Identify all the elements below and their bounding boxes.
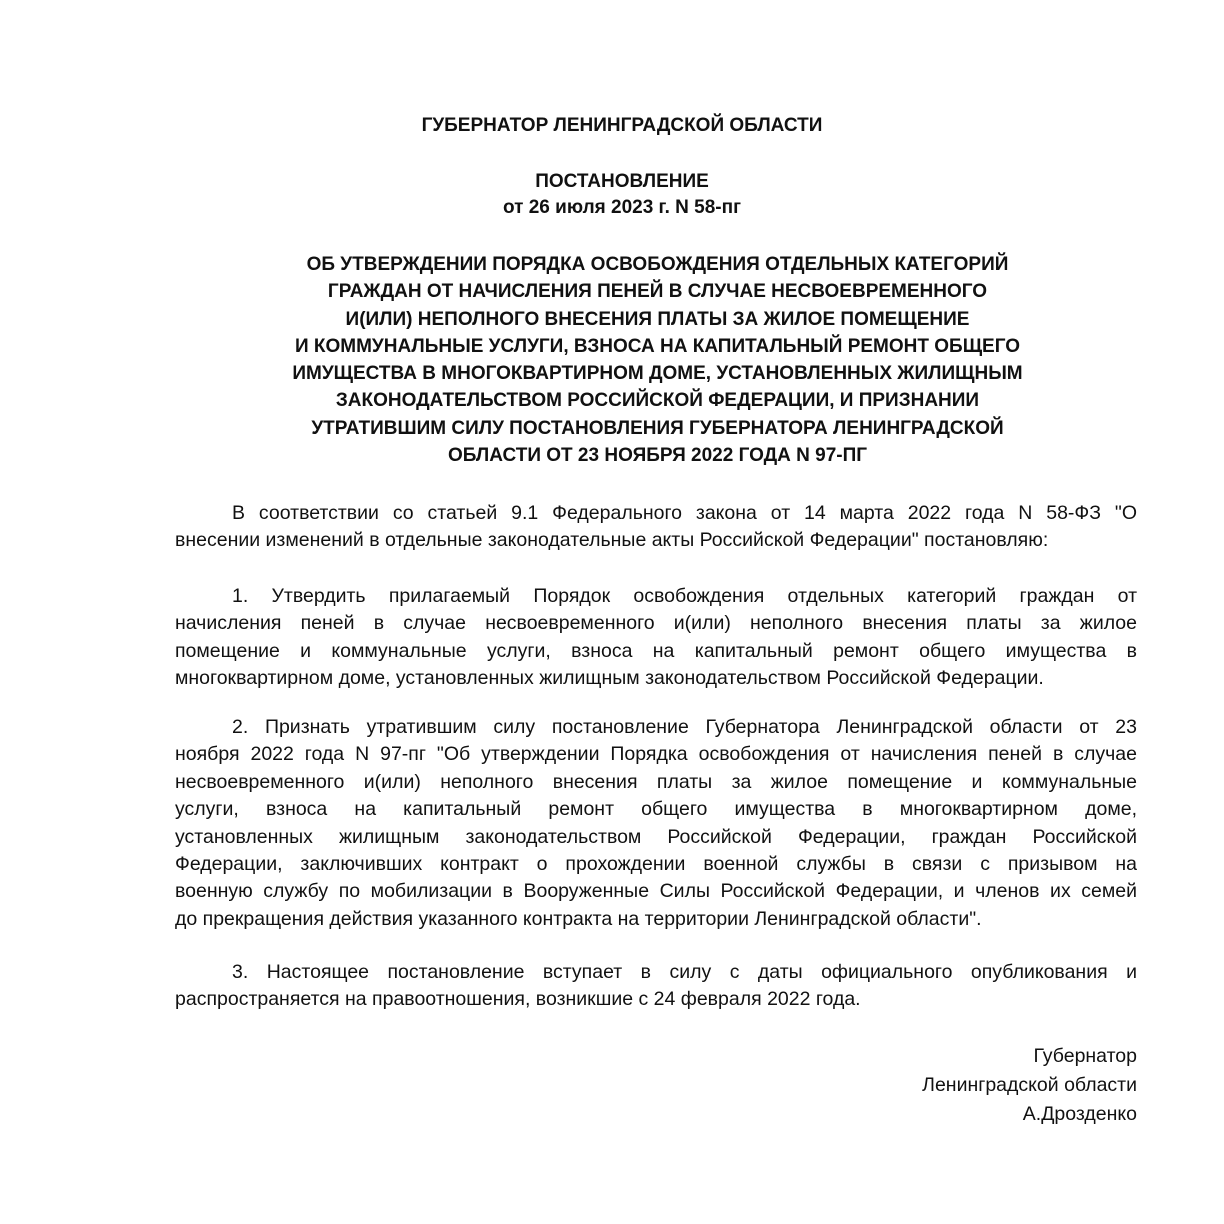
text-line: военную службу по мобилизации в Вооруженные Силы Российской Федерации, и членов их семей (175, 880, 1137, 903)
text-line: Федерации, заключивших контракт о прохождении военной службы в связи с призывом на (175, 853, 1137, 876)
title-line: ИМУЩЕСТВА В МНОГОКВАРТИРНОМ ДОМЕ, УСТАНОВЛЕННЫХ ЖИЛИЩНЫМ (292, 363, 1023, 385)
signature-block (922, 1042, 1137, 1129)
title-line: И(ИЛИ) НЕПОЛНОГО ВНЕСЕНИЯ ПЛАТЫ ЗА ЖИЛОЕ ПОМЕЩЕНИЕ (345, 308, 970, 330)
title-line: ОБ УТВЕРЖДЕНИИ ПОРЯДКА ОСВОБОЖДЕНИЯ ОТДЕЛЬНЫХ КАТЕГОРИЙ (306, 254, 1009, 275)
title-line: ГРАЖДАН ОТ НАЧИСЛЕНИЯ ПЕНЕЙ В СЛУЧАЕ НЕСВОЕВРЕМЕННОГО (327, 281, 988, 303)
clause-1-paragraph (175, 583, 1137, 693)
title-line: ЗАКОНОДАТЕЛЬСТВОМ РОССИЙСКОЙ ФЕДЕРАЦИИ, И ПРИЗНАНИИ (335, 390, 980, 412)
signatory-name: А.Дрозденко (1022, 1103, 1137, 1125)
issuing-authority: ГУБЕРНАТОР ЛЕНИНГРАДСКОЙ ОБЛАСТИ (421, 115, 823, 136)
document-date-number: от 26 июля 2023 г. N 58-пг (503, 197, 741, 218)
clause-3-paragraph (175, 959, 1137, 1014)
text-line: до прекращения действия указанного контракта на территории Ленинградской области". (175, 907, 982, 930)
title-line: УТРАТИВШИМ СИЛУ ПОСТАНОВЛЕНИЯ ГУБЕРНАТОРА ЛЕНИНГРАДСКОЙ (311, 417, 1004, 439)
text-line: внесении изменений в отдельные законодательные акты Российской Федерации" постановляю: (175, 529, 1049, 552)
text-line: распространяется на правоотношения, возникшие с 24 февраля 2022 года. (175, 988, 861, 1011)
title-line: ОБЛАСТИ ОТ 23 НОЯБРЯ 2022 ГОДА N 97-ПГ (447, 445, 868, 467)
text-line: помещение и коммунальные услуги, взноса на капитальный ремонт общего имущества в (175, 639, 1137, 662)
text-line: 1. Утвердить прилагаемый Порядок освобождения отдельных категорий граждан от (232, 585, 1137, 607)
text-line: 3. Настоящее постановление вступает в силу с даты официального опубликования и (232, 961, 1137, 983)
document-title (250, 251, 1065, 469)
text-line: В соответствии со статьей 9.1 Федерального закона от 14 марта 2022 года N 58-ФЗ "О (232, 502, 1137, 524)
text-line: начисления пеней в случае несвоевременного и(или) неполного внесения платы за жилое (175, 612, 1137, 635)
preamble-paragraph (175, 500, 1137, 555)
text-line: установленных жилищным законодательством Российской Федерации, граждан Российской (175, 825, 1137, 848)
signatory-region: Ленинградской области (922, 1074, 1137, 1096)
text-line: несвоевременного и(или) неполного внесения платы за жилое помещение и коммунальные (175, 770, 1137, 793)
text-line: услуги, взноса на капитальный ремонт общего имущества в многоквартирном доме, (175, 798, 1137, 821)
text-line: 2. Признать утратившим силу постановление Губернатора Ленинградской области от 23 (232, 716, 1137, 738)
title-line: И КОММУНАЛЬНЫЕ УСЛУГИ, ВЗНОСА НА КАПИТАЛЬНЫЙ РЕМОНТ ОБЩЕГО (294, 335, 1021, 357)
clause-2-paragraph (175, 714, 1137, 933)
text-line: ноября 2022 года N 97-пг "Об утверждении Порядка освобождения от начисления пеней в случае (175, 743, 1137, 766)
document-type: ПОСТАНОВЛЕНИЕ (535, 171, 709, 192)
text-line: многоквартирном доме, установленных жилищным законодательством Российской Федерации. (175, 667, 1044, 690)
signatory-position: Губернатор (1033, 1045, 1137, 1067)
